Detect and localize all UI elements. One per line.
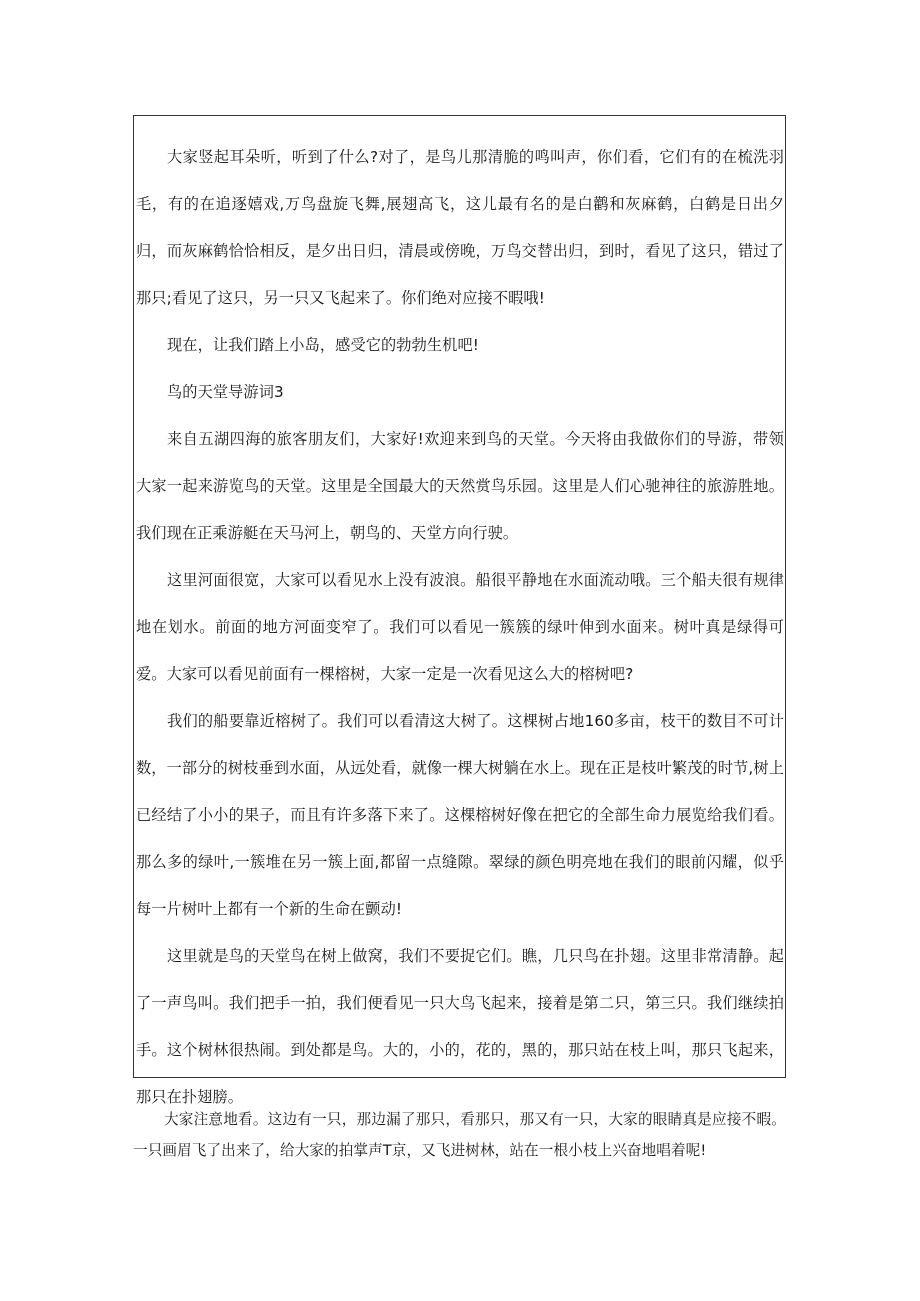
paragraph-island-invitation: 现在，让我们踏上小岛，感受它的勃勃生机吧! (167, 336, 479, 354)
paragraph-birds-sounds: 大家竖起耳朵听，听到了什么?对了，是鸟儿那清脆的鸣叫声，你们看，它们有的在梳洗羽毛，有的在追逐嬉戏,万鸟盘旋飞舞,展翅高飞，这儿最有名的是白鹳和灰麻鹤，白鹤是日出夕归，而灰麻鹤恰恰相反，是夕出日归，清晨或傍晚，万鸟交替出归，到时，看见了这只，错过了那只;看见了这只，另一只又飞起来了。你们绝对应接不暇哦! (136, 148, 784, 307)
paragraph-river: 这里河面很宽，大家可以看见水上没有波浪。船很平静地在水面流动哦。三个船夫很有规律地在划水。前面的地方河面变窄了。我们可以看见一簇簇的绿叶伸到水面来。树叶真是绿得可爱。大家可以看见前面有一棵榕树，大家一定是一次看见这么大的榕树吧? (136, 571, 784, 683)
paragraph-watch-birds: 大家注意地看。这边有一只，那边漏了那只，看那只，那又有一只，大家的眼睛真是应接不暇。一只画眉飞了出来了，给大家的拍掌声T京，又飞进树林，站在一根小枝上兴奋地唱着呢! (133, 1111, 786, 1159)
section-heading: 鸟的天堂导游词3 (167, 383, 284, 401)
paragraph-bird-paradise: 这里就是鸟的天堂鸟在树上做窝，我们不要捉它们。瞧，几只鸟在扑翅。这里非常清静。起了一声鸟叫。我们把手一拍，我们便看见一只大鸟飞起来，接着是第二只，第三只。我们继续拍手。这个树林很热闹。到处都是鸟。大的，小的，花的，黑的，那只站在枝上叫，那只飞起来，那只在扑翅膀。 (136, 947, 784, 1106)
trailing-text (133, 1104, 786, 1166)
paragraph-welcome: 来自五湖四海的旅客朋友们，大家好!欢迎来到鸟的天堂。今天将由我做你们的导游，带领大家一起来游览鸟的天堂。这里是全国最大的天然赏鸟乐园。这里是人们心驰神往的旅游胜地。我们现在正乘游艇在天马河上，朝鸟的、天堂方向行驶。 (136, 430, 784, 542)
paragraph-banyan-tree: 我们的船要靠近榕树了。我们可以看清这大树了。这棵树占地160多亩，枝干的数目不可计数，一部分的树枝垂到水面，从远处看，就像一棵大树躺在水上。现在正是枝叶繁茂的时节,树上已经结了小小的果子，而且有许多落下来了。这棵榕树好像在把它的全部生命力展览给我们看。那么多的绿叶,一簇堆在另一簇上面,都留一点缝隙。翠绿的颜色明亮地在我们的眼前闪耀，似乎每一片树叶上都有一个新的生命在颤动! (136, 712, 784, 918)
bordered-text-box (133, 115, 786, 1106)
